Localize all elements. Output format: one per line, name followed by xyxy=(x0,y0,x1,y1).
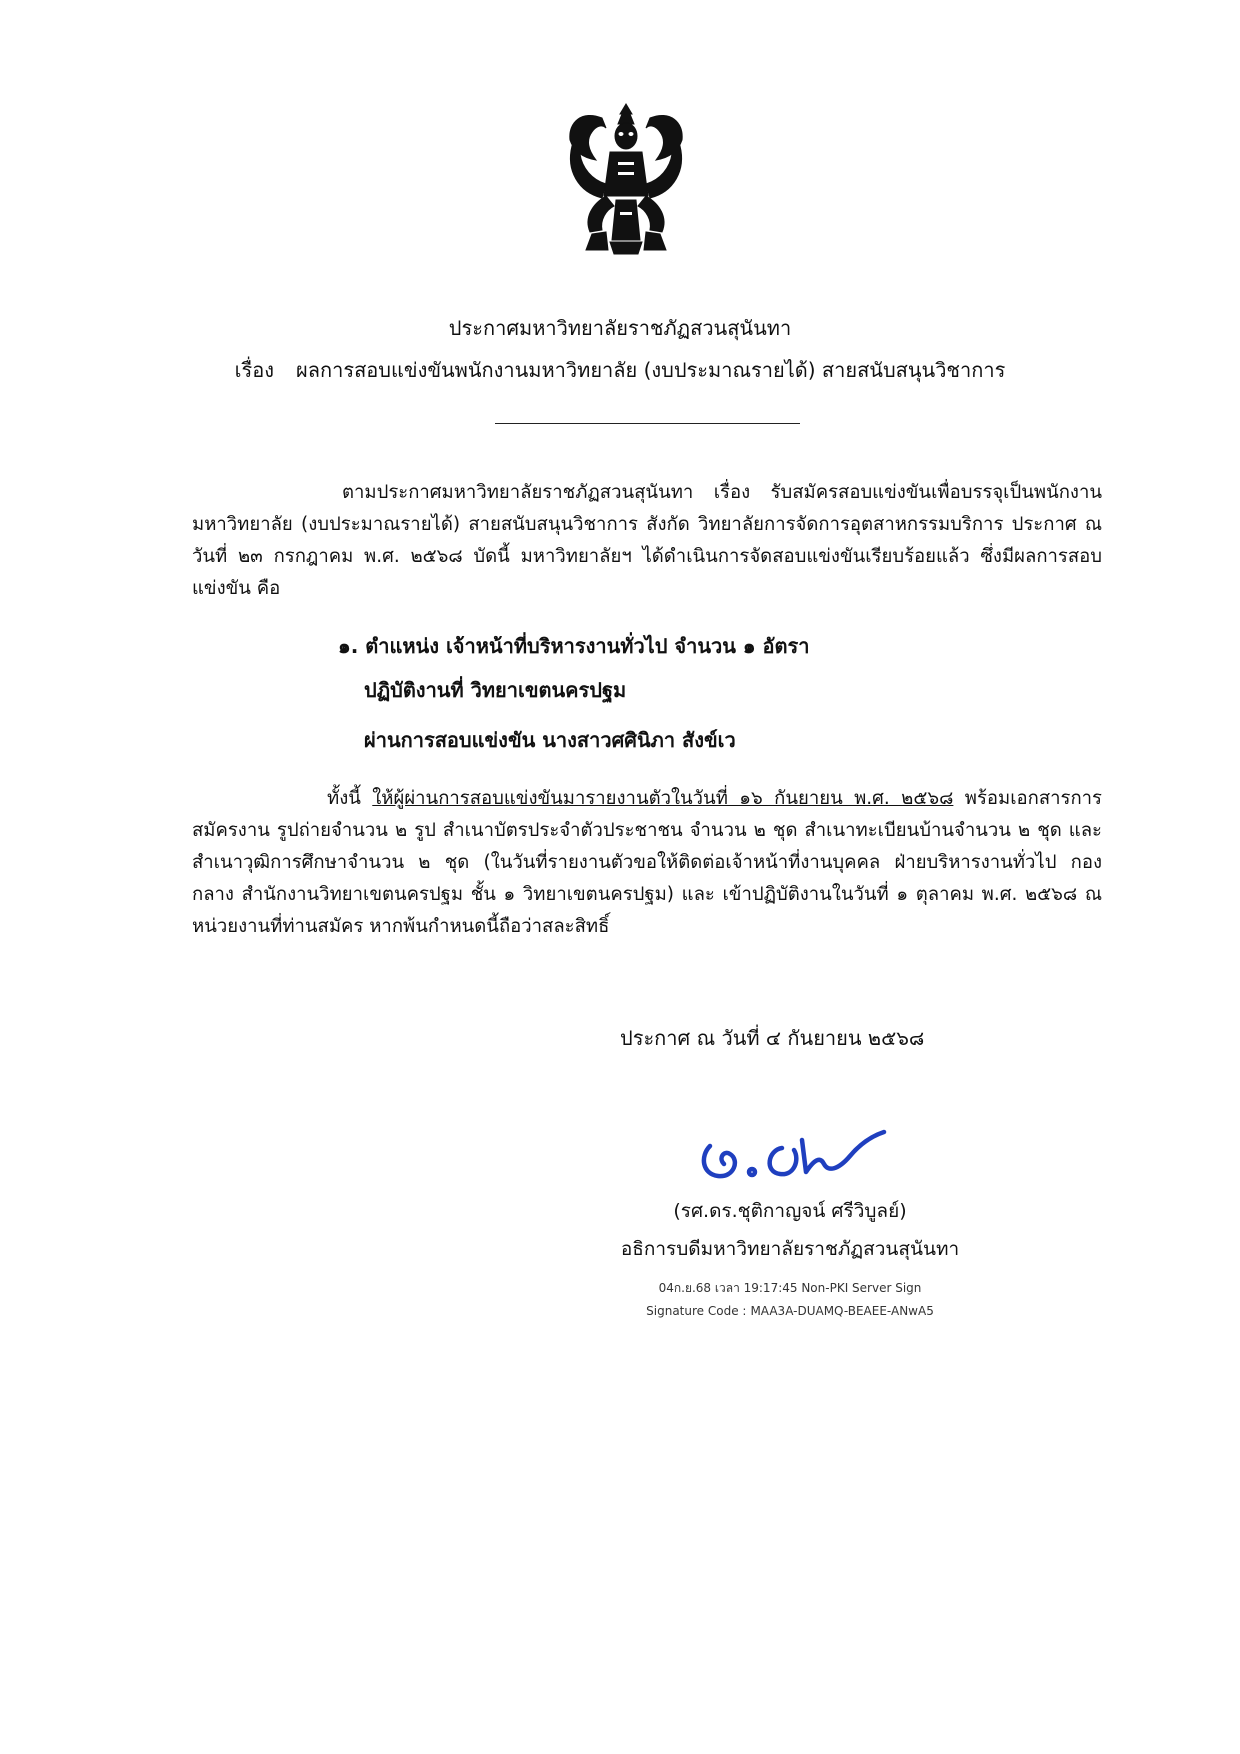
notice-details: พร้อมเอกสารการสมัครงาน รูปถ่ายจำนวน ๒ รูป สำเนาบัตรประจำตัวประชาชน จำนวน ๒ ชุด สำเนาทะเบียนบ้านจำนวน ๒ ชุด และสำเนาวุฒิการศึกษาจำนวน ๒ ชุด (ในวันที่รายงานตัวขอให้ติดต่อเจ้าหน้าที่งานบุคคล ฝ่ายบริหารงานทั่วไป กองกลาง สำนักงานวิทยาเขตนครปฐม ชั้น ๑ วิทยาเขตนครปฐม) และ เข้าปฏิบัติงานในวันที่ ๑ ตุลาคม พ.ศ. ๒๕๖๘ ณ หน่วยงานที่ท่านสมัคร หากพ้นกำหนดนี้ถือว่าสละสิทธิ์ xyxy=(192,788,1102,937)
signature-code-value: MAA3A-DUAMQ-BEAEE-ANwA5 xyxy=(750,1304,934,1318)
title-divider xyxy=(495,423,800,424)
passed-candidate-line: ผ่านการสอบแข่งขัน นางสาวศศินิภา สังข์เว xyxy=(364,728,736,752)
subject-label: เรื่อง xyxy=(234,358,275,382)
document-title: ประกาศมหาวิทยาลัยราชภัฏสวนสุนันทา xyxy=(448,316,792,340)
intro-paragraph: ตามประกาศมหาวิทยาลัยราชภัฏสวนสุนันทา เรื่อง รับสมัครสอบแข่งขันเพื่อบรรจุเป็นพนักงานมหาวิทยาลัย (งบประมาณรายได้) สายสนับสนุนวิชาการ สังกัด วิทยาลัยการจัดการอุตสาหกรรมบริการ ประกาศ ณ วันที่ ๒๓ กรกฎาคม พ.ศ. ๒๕๖๘ บัดนี้ มหาวิทยาลัยฯ ได้ดำเนินการจัดสอบแข่งขันเรียบร้อยแล้ว ซึ่งมีผลการสอบแข่งขัน คือ xyxy=(192,482,1102,599)
report-date-notice: ให้ผู้ผ่านการสอบแข่งขันมารายงานตัวในวันที่ ๑๖ กันยายน พ.ศ. ๒๕๖๘ xyxy=(372,788,954,809)
sign-timestamp: 04ก.ย.68 เวลา 19:17:45 Non-PKI Server Sign xyxy=(658,1281,922,1295)
signer-name: (รศ.ดร.ชุติกาญจน์ ศรีวิบูลย์) xyxy=(673,1200,907,1222)
signature-code-label: Signature Code : xyxy=(646,1304,747,1318)
notice-prefix: ทั้งนี้ xyxy=(327,788,361,809)
handwritten-signature xyxy=(690,1110,910,1190)
announcement-date: ประกาศ ณ วันที่ ๔ กันยายน ๒๕๖๘ xyxy=(620,1026,925,1050)
notice-paragraph xyxy=(192,783,1102,943)
signer-title: อธิการบดีมหาวิทยาลัยราชภัฏสวนสุนันทา xyxy=(620,1238,960,1260)
subject-line xyxy=(0,354,1240,386)
position-line: ๑. ตำแหน่ง เจ้าหน้าที่บริหารงานทั่วไป จำนวน ๑ อัตรา xyxy=(338,634,810,658)
subject-text: ผลการสอบแข่งขันพนักงานมหาวิทยาลัย (งบประมาณรายได้) สายสนับสนุนวิชาการ xyxy=(296,358,1006,382)
workplace-line: ปฏิบัติงานที่ วิทยาเขตนครปฐม xyxy=(364,678,627,702)
garuda-emblem-icon xyxy=(562,100,690,256)
signature-code-line xyxy=(590,1304,990,1318)
